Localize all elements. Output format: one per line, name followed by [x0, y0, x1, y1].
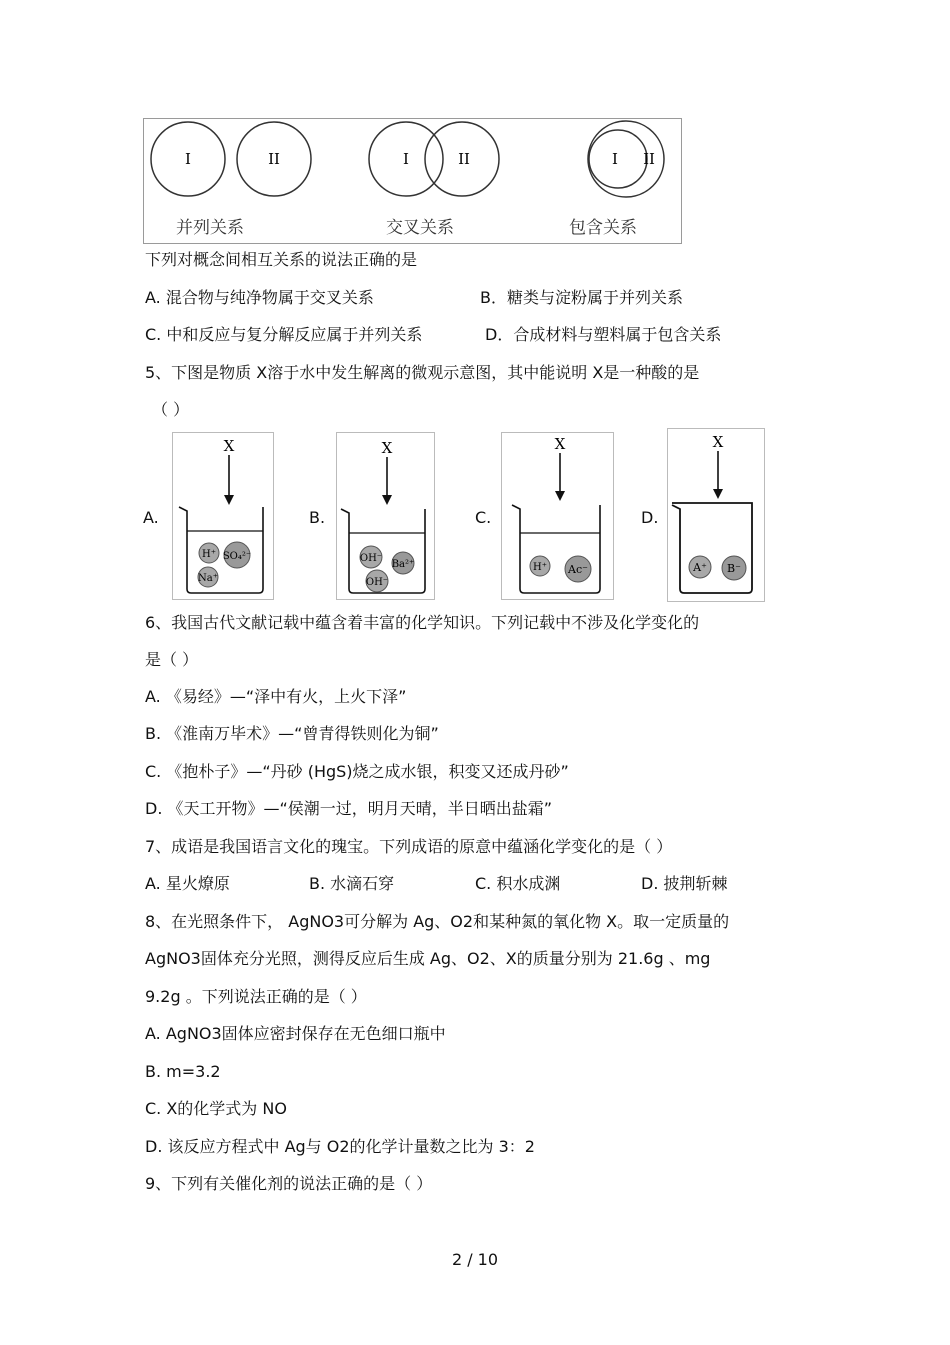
- beaker-c-drawing: [502, 433, 613, 599]
- q4-option-a: A. 混合物与纯净物属于交叉关系: [145, 288, 374, 307]
- q7-stem: 7、成语是我国语言文化的瑰宝。下列成语的原意中蕴涵化学变化的是（ ）: [145, 837, 673, 856]
- ion-a-1: H⁺: [202, 549, 216, 560]
- ion-d-2: B⁻: [727, 562, 741, 575]
- venn-intersect-label-1: I: [403, 150, 409, 168]
- beaker-a-drawing: [173, 433, 273, 599]
- beaker-c-outline: [512, 505, 600, 593]
- q5-option-c-letter: C.: [475, 508, 492, 527]
- q8-option-b: B. m=3.2: [145, 1062, 221, 1081]
- beaker-figure-b: [336, 432, 435, 600]
- venn-intersect-label-2: II: [458, 150, 470, 168]
- q6-option-b: B. 《淮南万毕术》—“曾青得铁则化为铜”: [145, 724, 439, 743]
- beaker-figure-c: [501, 432, 614, 600]
- beaker-b-x-label: X: [381, 439, 393, 457]
- ion-b-2: Ba²⁺: [391, 559, 415, 570]
- q8-stem-line2: AgNO3固体充分光照，测得反应后生成 Ag、O2、X的质量分别为 21.6g 、mg: [145, 949, 711, 968]
- beaker-d-x-label: X: [712, 433, 724, 451]
- beaker-figure-d: [667, 428, 765, 602]
- q9-stem: 9、下列有关催化剂的说法正确的是（ ）: [145, 1174, 433, 1193]
- q8-stem-line1: 8、在光照条件下， AgNO3可分解为 Ag、O2和某种氮的氧化物 X。取一定质量的: [145, 912, 730, 931]
- q7-option-d: D. 披荆斩棘: [641, 874, 728, 893]
- beaker-d-drawing: [668, 429, 764, 601]
- ion-d-1: A⁺: [693, 561, 707, 574]
- arrow-down-icon: [382, 495, 392, 505]
- q7-option-b: B. 水滴石穿: [309, 874, 395, 893]
- ion-b-1: OH⁻: [359, 553, 383, 564]
- beaker-figure-a: [172, 432, 274, 600]
- q6-option-c: C. 《抱朴子》—“丹砂 (HgS)烧之成水银，积变又还成丹砂”: [145, 762, 569, 781]
- q5-option-a-letter: A.: [143, 508, 159, 527]
- page-number: 2 / 10: [451, 1250, 499, 1269]
- q6-option-a: A. 《易经》—“泽中有火，上火下泽”: [145, 687, 407, 706]
- q7-option-a: A. 星火燎原: [145, 874, 230, 893]
- beaker-d-outline: [672, 503, 752, 593]
- q5-option-b-letter: B.: [309, 508, 326, 527]
- q4-option-b: B．糖类与淀粉属于并列关系: [480, 288, 683, 307]
- ion-b-3: OH⁻: [365, 577, 389, 588]
- beaker-c-x-label: X: [554, 435, 566, 453]
- q4-option-c: C. 中和反应与复分解反应属于并列关系: [145, 325, 423, 344]
- q6-stem-line2: 是（ ）: [145, 650, 199, 669]
- beaker-a-x-label: X: [223, 437, 235, 455]
- venn-figure: [143, 118, 682, 244]
- arrow-down-icon: [224, 495, 234, 505]
- ion-c-1: H⁺: [533, 562, 547, 573]
- ion-a-2: SO₄²⁻: [222, 551, 252, 562]
- q8-option-d: D. 该反应方程式中 Ag与 O2的化学计量数之比为 3：2: [145, 1137, 535, 1156]
- q4-stem: 下列对概念间相互关系的说法正确的是: [145, 250, 418, 269]
- venn-contain-label-1: I: [612, 150, 618, 168]
- venn-circle-contain-inner: [589, 130, 647, 188]
- q5-option-d-letter: D.: [641, 508, 659, 527]
- q6-stem-line1: 6、我国古代文献记载中蕴含着丰富的化学知识。下列记载中不涉及化学变化的: [145, 613, 700, 632]
- venn-caption-intersect: 交叉关系: [386, 218, 454, 238]
- q7-option-c: C. 积水成渊: [475, 874, 561, 893]
- ion-c-2: Ac⁻: [568, 563, 588, 576]
- q5-paren: （ ）: [152, 400, 190, 419]
- arrow-down-icon: [713, 489, 723, 499]
- q8-option-a: A. AgNO3固体应密封保存在无色细口瓶中: [145, 1024, 446, 1043]
- venn-contain-label-2: II: [643, 150, 655, 168]
- q4-option-d: D．合成材料与塑料属于包含关系: [485, 325, 722, 344]
- q8-option-c: C. X的化学式为 NO: [145, 1099, 287, 1118]
- venn-parallel-label-2: II: [268, 150, 280, 168]
- venn-caption-contain: 包含关系: [569, 218, 637, 238]
- beaker-a-outline: [179, 507, 263, 593]
- arrow-down-icon: [555, 491, 565, 501]
- venn-caption-parallel: 并列关系: [176, 218, 244, 238]
- q6-option-d: D. 《天工开物》—“侯潮一过，明月天晴，半日晒出盐霜”: [145, 799, 553, 818]
- venn-parallel-label-1: I: [185, 150, 191, 168]
- q8-stem-line3: 9.2g 。下列说法正确的是（ ）: [145, 987, 367, 1006]
- q5-stem: 5、下图是物质 X溶于水中发生解离的微观示意图，其中能说明 X是一种酸的是: [145, 363, 700, 382]
- beaker-b-drawing: [337, 433, 434, 599]
- ion-a-3: Na⁺: [198, 573, 218, 584]
